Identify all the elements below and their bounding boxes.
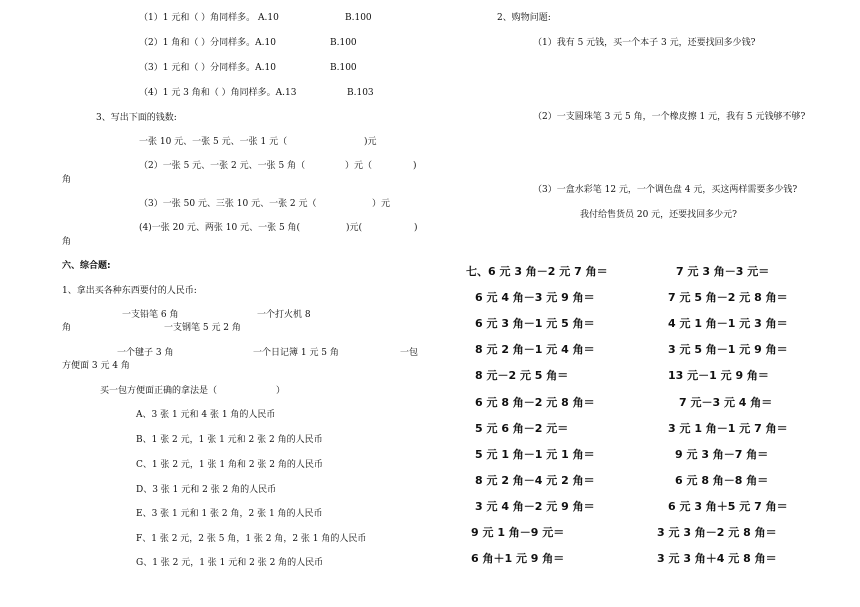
calc-right-row: 9 元 3 角－7 角＝ — [675, 448, 769, 461]
calc-right-row: 4 元 1 角－1 元 3 角＝ — [668, 317, 788, 330]
calc-left-row: 9 元 1 角－9 元＝ — [471, 526, 565, 539]
q2-item-2-b: B.100 — [330, 38, 357, 48]
q3-line-1-end: )元 — [364, 137, 377, 147]
calc-right-row: 6 元 8 角－8 角＝ — [675, 474, 769, 487]
q3-line-2-end: ) — [413, 161, 417, 171]
calc-left-row: 5 元 6 角－2 元＝ — [475, 422, 569, 435]
shopping-title: 2、购物问题: — [497, 13, 551, 23]
q3-line-4: (4)一张 20 元、两张 10 元、一张 5 角( — [139, 223, 301, 233]
q3-line-2-mid: ）元（ — [345, 161, 373, 171]
noodle-question-end: ） — [276, 386, 286, 396]
option-d: D、3 张 1 元和 2 张 2 角的人民币 — [136, 485, 277, 495]
calc-left-row: 七、6 元 3 角－2 元 7 角＝ — [466, 265, 608, 278]
shopping-q3: （3）一盒水彩笔 12 元，一个调色盘 4 元，买这两样需要多少钱? — [533, 185, 798, 195]
calc-right-row: 6 元 3 角＋5 元 7 角＝ — [668, 500, 788, 513]
calc-right-row: 3 元 3 角－2 元 8 角＝ — [657, 526, 777, 539]
item-diary: 一个日记簿 1 元 5 角 — [253, 348, 339, 358]
q2-item-1-b: B.100 — [345, 13, 372, 23]
item-pencil: 一支铅笔 6 角 — [122, 310, 179, 320]
q3-line-2-unit: 角 — [62, 175, 72, 185]
option-c: C、1 张 2 元，1 张 1 角和 2 张 2 角的人民币 — [136, 460, 323, 470]
calc-left-row: 8 元 2 角－4 元 2 角＝ — [475, 474, 595, 487]
calc-left-row: 5 元 1 角－1 元 1 角＝ — [475, 448, 595, 461]
q3-line-4-mid: )元( — [346, 223, 363, 233]
calc-right-row: 3 元 5 角－1 元 9 角＝ — [668, 343, 788, 356]
shopping-q2: （2）一支圆珠笔 3 元 5 角，一个橡皮擦 1 元，我有 5 元钱够不够? — [533, 112, 806, 122]
calc-right-row: 3 元 3 角＋4 元 8 角＝ — [657, 552, 777, 565]
noodle-question: 买一包方便面正确的拿法是（ — [100, 386, 218, 396]
calc-left-row: 8 元－2 元 5 角＝ — [475, 369, 569, 382]
item-lighter: 一个打火机 8 — [257, 310, 311, 320]
option-f: F、1 张 2 元，2 张 5 角，1 张 2 角，2 张 1 角的人民币 — [136, 534, 367, 544]
q3-line-2: （2）一张 5 元、一张 2 元、一张 5 角（ — [139, 161, 306, 171]
calc-right-row: 3 元 1 角－1 元 7 角＝ — [668, 422, 788, 435]
calc-right-row: 7 元 5 角－2 元 8 角＝ — [668, 291, 788, 304]
q3-line-1: 一张 10 元、一张 5 元、一张 1 元（ — [139, 137, 288, 147]
item-pen: 一支钢笔 5 元 2 角 — [164, 323, 241, 333]
calc-left-row: 6 元 8 角－2 元 8 角＝ — [475, 396, 595, 409]
option-e: E、3 张 1 元和 1 张 2 角，2 张 1 角的人民币 — [136, 509, 323, 519]
q3-line-4-end: ) — [414, 223, 418, 233]
item-lighter-unit: 角 — [62, 323, 72, 333]
s6-q1-title: 1、拿出买各种东西要付的人民币: — [62, 286, 197, 296]
shopping-q1: （1）我有 5 元钱，买一个本子 3 元，还要找回多少钱? — [533, 38, 756, 48]
q2-item-4: （4）1 元 3 角和（ ）角同样多。A.13 — [139, 88, 297, 98]
calc-left-row: 3 元 4 角－2 元 9 角＝ — [475, 500, 595, 513]
item-noodle: 一包 — [400, 348, 419, 358]
calc-left-row: 8 元 2 角－1 元 4 角＝ — [475, 343, 595, 356]
q2-item-2: （2）1 角和（ ）分同样多。A.10 — [139, 38, 276, 48]
calc-right-row: 7 元－3 元 4 角＝ — [679, 396, 773, 409]
calc-left-row: 6 角＋1 元 9 角＝ — [471, 552, 565, 565]
q3-title: 3、写出下面的钱数: — [96, 113, 177, 123]
option-b: B、1 张 2 元，1 张 1 元和 2 张 2 角的人民币 — [136, 435, 323, 445]
option-a: A、3 张 1 元和 4 张 1 角的人民币 — [136, 410, 276, 420]
calc-left-row: 6 元 3 角－1 元 5 角＝ — [475, 317, 595, 330]
calc-right-row: 7 元 3 角－3 元＝ — [676, 265, 770, 278]
calc-right-row: 13 元－1 元 9 角＝ — [668, 369, 769, 382]
item-noodle-price: 方便面 3 元 4 角 — [62, 361, 130, 371]
shopping-q3b: 我付给售货员 20 元，还要找回多少元? — [580, 210, 737, 220]
option-g: G、1 张 2 元，1 张 1 元和 2 张 2 角的人民币 — [136, 558, 324, 568]
item-shuttlecock: 一个毽子 3 角 — [117, 348, 174, 358]
q2-item-1: （1）1 元和（ ）角同样多。 A.10 — [139, 13, 279, 23]
q2-item-4-b: B.103 — [347, 88, 374, 98]
q2-item-3-b: B.100 — [330, 63, 357, 73]
q3-line-3-end: ）元 — [372, 199, 391, 209]
q3-line-4-unit: 角 — [62, 237, 72, 247]
section-6-title: 六、综合题: — [62, 261, 111, 271]
q2-item-3: （3）1 元和（ ）分同样多。A.10 — [139, 63, 276, 73]
calc-left-row: 6 元 4 角－3 元 9 角＝ — [475, 291, 595, 304]
q3-line-3: （3）一张 50 元、三张 10 元、一张 2 元（ — [139, 199, 317, 209]
